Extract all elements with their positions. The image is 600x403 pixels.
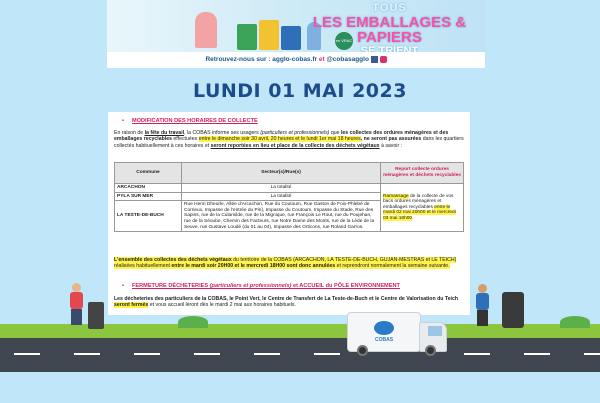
footer-site-link[interactable]: agglo-cobas.fr: [272, 56, 318, 63]
vegetal-text-2: du territoire de la COBAS (ARCACHON, LA TESTE-DE-BUCH, GUJAN-MESTRAS et LE TEICH) réalisées habituellement: [114, 257, 457, 270]
cell-secteur: La totalité: [182, 184, 381, 193]
road-marking: [584, 353, 600, 355]
person-left-icon: [68, 283, 84, 325]
header-commune: Commune: [115, 163, 182, 184]
vegetal-text-3: entre le mardi soir 20H00 et le mercredi 18H00 sont donc annulées: [171, 263, 336, 270]
head: [72, 283, 81, 292]
section-title-schedule-text: MODIFICATION DES HORAIRES DE COLLECTE: [131, 118, 258, 124]
intro-text-5: que: [329, 130, 341, 136]
trousers: [477, 310, 488, 326]
section-title-closure-c: et ACCUEIL du PÔLE ENVIRONNEMENT: [291, 283, 400, 289]
section-title-schedule: [122, 118, 258, 124]
head: [478, 284, 487, 293]
section-title-closure: [122, 283, 400, 289]
instagram-icon[interactable]: [380, 56, 387, 63]
cobas-logo-icon: [374, 321, 394, 335]
banner-headline-main: LES EMBALLAGES & PAPIERS: [312, 13, 467, 47]
cell-commune: ARCACHON: [115, 184, 182, 193]
footer-prefix: Retrouvez-nous sur :: [205, 56, 271, 63]
closure-paragraph: [114, 296, 464, 309]
banner-people-icon: [195, 12, 217, 48]
date-title: LUNDI 01 MAI 2023: [193, 80, 407, 102]
truck-label: COBAS: [374, 337, 394, 343]
wheel-icon: [357, 345, 368, 356]
person-right-icon: [474, 284, 490, 326]
truck-window: [428, 326, 442, 336]
road-marking: [524, 353, 550, 355]
closure-text-3: et vous accueil lèront dès le mardi 2 mai aux horaires habituels.: [148, 302, 296, 309]
banner-headline: [297, 3, 482, 58]
bullet-icon: •: [122, 118, 124, 124]
road-marking: [464, 353, 490, 355]
schedule-table: [114, 162, 464, 232]
cell-report: [381, 184, 464, 232]
road-marking: [14, 353, 40, 355]
road-marking: [74, 353, 100, 355]
vegetal-text-4: et reprendront normalement la semaine suivante.: [335, 263, 450, 270]
vrac-badge: en VRAC: [335, 32, 353, 50]
cell-commune: LA TESTE-DE-BUCH: [115, 201, 182, 232]
intro-text-8: entre le dimanche soir 30 avril, 20 heures et le lundi 1er mai 18 heures: [198, 136, 361, 143]
shirt: [70, 292, 83, 309]
road-marking: [314, 353, 340, 355]
intro-text-2: la fête du travail: [144, 130, 185, 136]
garbage-truck-icon: [347, 312, 447, 356]
intro-text-4: (particuliers et professionnels): [260, 130, 330, 136]
bullet-icon: •: [122, 283, 124, 289]
report-text-3: entre le mardi 02 mai 20h00 et le mercredi 03 mai 18h00: [383, 204, 456, 221]
plant-left-icon: [178, 316, 208, 328]
trousers: [71, 309, 82, 325]
intro-text-7: effectuées: [171, 136, 199, 143]
banner: [107, 0, 485, 68]
banner-footer: [107, 52, 485, 68]
closure-text-1: Les décheteries des particuliers de la COBAS, le Point Vert, le Centre de Transfert de La Teste-de-Buch et le Centre de Valorisation du Teich: [114, 296, 459, 302]
road-marking: [254, 353, 280, 355]
section-title-closure-a: FERMETURE DÉCHETERIES: [131, 283, 210, 289]
table-row: [115, 184, 464, 193]
intro-text-1: En raison de: [114, 130, 145, 136]
intro-text-11: seront reportées en lieu et place de la collecte des déchets végétaux: [210, 142, 380, 149]
wheel-icon: [425, 345, 436, 356]
green-bin-icon: [237, 24, 257, 50]
header-report: Report collecte ordures ménagères et déchets recyclables: [381, 163, 464, 184]
report-text-2: de la collecte de vos bacs ordures ménagères et emballages recyclables: [383, 193, 454, 210]
intro-text-12: à savoir :: [379, 142, 403, 149]
road-marking: [134, 353, 160, 355]
ground-lower: [0, 372, 600, 403]
footer-social-handle[interactable]: @cobasagglo: [326, 56, 369, 63]
intro-text-10: dans les quartiers collectés habituellement à ces horaires et: [114, 136, 464, 149]
shirt: [476, 293, 489, 310]
report-text-1: Ramassage: [383, 193, 409, 199]
plant-right-icon: [560, 316, 590, 328]
closure-text-2: seront fermés: [114, 302, 149, 309]
banner-headline-top: TOUS: [372, 2, 407, 14]
intro-text-6: les collectes des ordures ménagères et des emballages recyclables: [114, 130, 449, 143]
header-secteur: Secteur(s)/Rue(s): [182, 163, 381, 184]
cell-secteur: Rue Henri Dheurle, Allée d'Arcachon, Rue du Coutoum, Rue Gaston de Foix-Phlebé de Corrieux, Impasse de l'entrée du Pin), Impasse du Coutoum, Impasse du Stade, Rue des Sapins, rue de la Culamilde, rue de la Mignique, rue François Le Rout, rue du Poujehan, rue de la Séoube, Chemin des Facteurs, rue Notre Dame des Monts, rue de la Lède de la Seuve, rue Gustave Loudé (du 01 au 04), Impasse des Orticons, rue Roland Garros.: [182, 201, 381, 232]
section-title-closure-b: (particuliers et professionnels): [209, 283, 292, 289]
trash-bin-left-icon: [88, 302, 104, 329]
cell-commune: PYLA SUR MER: [115, 192, 182, 201]
road: [0, 338, 600, 372]
banner-illustration: [107, 0, 485, 52]
cell-secteur: La totalité: [182, 192, 381, 201]
vegetal-paragraph: [114, 257, 464, 270]
intro-text-9: , ne seront pas assurées: [360, 136, 422, 143]
intro-text-3: , la COBAS informe ses usagers: [184, 130, 261, 136]
trash-bin-right-icon: [502, 292, 524, 328]
road-marking: [194, 353, 220, 355]
facebook-icon[interactable]: [371, 56, 378, 63]
intro-paragraph: [114, 130, 464, 149]
vegetal-text-1: L'ensemble des collectes des déchets végétaux: [114, 257, 232, 263]
footer-and: et: [318, 56, 325, 63]
report-text-4: .: [412, 215, 414, 221]
table-header-row: [115, 163, 464, 184]
yellow-bin-icon: [259, 20, 279, 50]
notice-document: [108, 112, 470, 315]
